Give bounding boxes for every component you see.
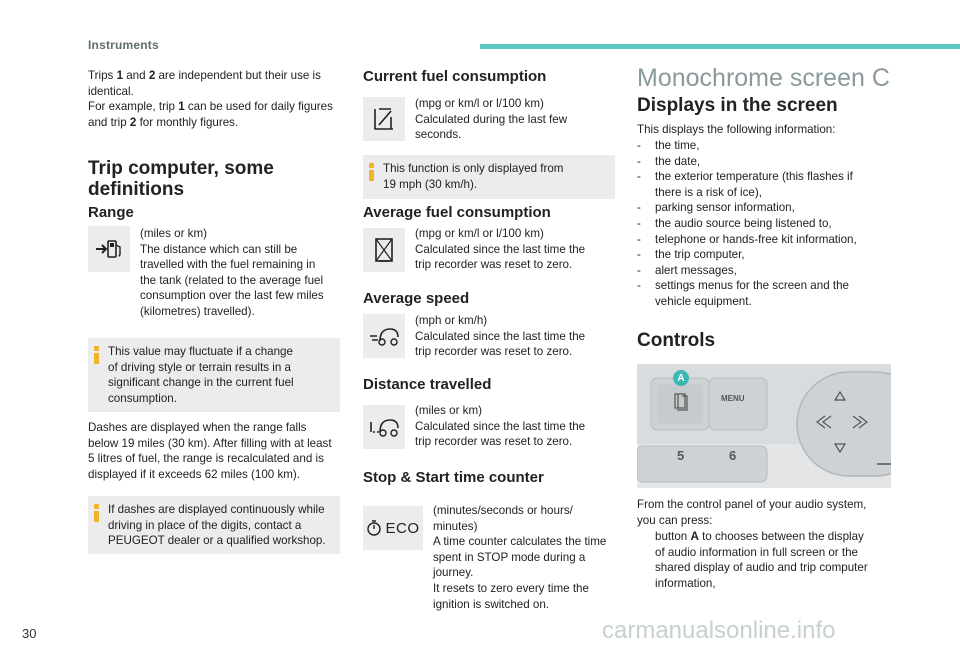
info-icon: [94, 504, 99, 522]
distance-travelled-icon-box: [363, 405, 405, 449]
distance-travelled-heading: Distance travelled: [363, 376, 492, 393]
range-heading: Range: [88, 204, 134, 221]
list-item: - parking sensor information,: [637, 201, 795, 215]
dashes-paragraph: Dashes are displayed when the range falls below 19 miles (30 km). After filling with at least 5 litres of fuel, the range is recalculated and is displayed if it exceeds 62 miles (100 km).: [88, 421, 332, 481]
current-consumption-description: (mpg or km/l or l/100 km) Calculated during the last few seconds.: [415, 97, 568, 142]
stop-start-description: (minutes/seconds or hours/ minutes) A time counter calculates the time spent in STOP mode during a journey. It resets to zero every time the ignition is switched on.: [433, 504, 607, 611]
average-fuel-icon: [371, 236, 397, 264]
stop-start-icon-box: [363, 506, 423, 550]
distance-travelled-icon: [368, 416, 400, 438]
intro-paragraph: Trips 1 and 2 are independent but their use is identical. For example, trip 1 can be used for daily figures and trip 2 for monthly figures.: [88, 69, 333, 129]
list-item: - the date,: [637, 154, 701, 168]
list-item: - telephone or hands-free kit information,: [637, 232, 857, 246]
fuel-range-icon: [94, 237, 124, 261]
range-info-note: This value may fluctuate if a change of driving style or terrain results in a significant change in the current fuel consumption.: [88, 338, 340, 412]
controls-intro: From the control panel of your audio system, you can press:: [637, 498, 867, 527]
dashes-info-note: If dashes are displayed continuously while driving in place of the digits, contact a PEUGEOT dealer or a qualified workshop.: [88, 496, 340, 554]
page-number: 30: [22, 626, 37, 641]
list-item: - alert messages,: [637, 263, 737, 277]
button-a-badge: A: [673, 370, 689, 386]
stop-start-heading: Stop & Start time counter: [363, 469, 544, 486]
average-fuel-heading: Average fuel consumption: [363, 204, 551, 221]
list-item: - the time,: [637, 139, 700, 152]
distance-travelled-description: (miles or km) Calculated since the last time the trip recorder was reset to zero.: [415, 404, 586, 449]
average-speed-icon-box: [363, 314, 405, 358]
watermark: carmanualsonline.info: [602, 617, 836, 644]
stop-start-timer-icon: [366, 519, 382, 537]
average-speed-icon: [368, 325, 400, 347]
average-speed-heading: Average speed: [363, 290, 470, 307]
instant-fuel-icon: [371, 105, 397, 133]
list-item: - the trip computer,: [637, 248, 745, 262]
monochrome-screen-title: Monochrome screen C: [637, 64, 890, 92]
info-icon: [369, 163, 374, 181]
current-consumption-heading: Current fuel consumption: [363, 68, 547, 85]
header-accent-bar: [480, 44, 960, 49]
displays-list: [637, 138, 902, 310]
eco-label: ECO: [385, 519, 420, 537]
current-consumption-icon-box: [363, 97, 405, 141]
audio-control-panel-illustration: [637, 364, 891, 488]
menu-button-label: MENU: [721, 394, 745, 403]
preset-6-label: 6: [729, 448, 737, 463]
list-item: - settings menus for the screen and the vehicle equipment.: [637, 279, 849, 308]
list-item: - the exterior temperature (this flashes if there is a risk of ice),: [637, 170, 853, 199]
controls-heading: Controls: [637, 330, 716, 351]
displays-heading: Displays in the screen: [637, 95, 838, 116]
range-icon-box: [88, 226, 130, 272]
current-consumption-note: This function is only displayed from 19 mph (30 km/h).: [363, 155, 615, 199]
range-description: (miles or km) The distance which can still be travelled with the fuel remaining in the tank (related to the average fuel consumption over the last few miles (kilometres) travelled).: [140, 227, 324, 318]
displays-intro: This displays the following information:: [637, 123, 836, 136]
average-speed-description: (mph or km/h) Calculated since the last time the trip recorder was reset to zero.: [415, 314, 586, 359]
section-title: Instruments: [88, 38, 159, 52]
info-icon: [94, 346, 99, 364]
preset-5-label: 5: [677, 448, 685, 463]
press-button-a-item: button A to chooses between the display of audio information in full screen or the shared display of audio and trip computer information,: [655, 530, 868, 590]
list-item: - the audio source being listened to,: [637, 216, 832, 230]
trip-computer-title: Trip computer, some definitions: [88, 158, 274, 200]
average-fuel-icon-box: [363, 228, 405, 272]
average-fuel-description: (mpg or km/l or l/100 km) Calculated since the last time the trip recorder was reset to zero.: [415, 227, 586, 272]
